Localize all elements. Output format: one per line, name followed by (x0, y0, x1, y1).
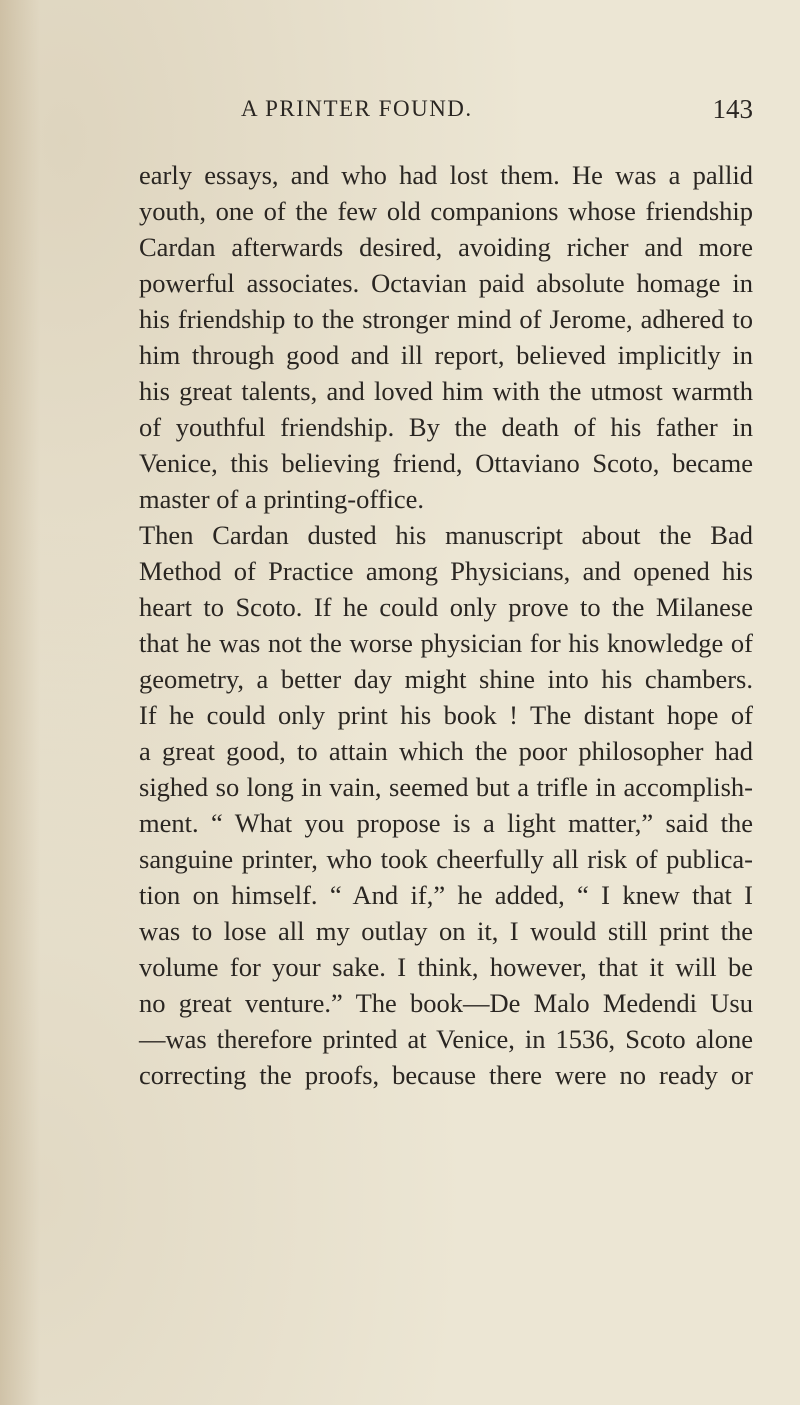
text-line: that he was not the worse physician for his knowledge of (139, 628, 753, 658)
text-line: Venice, this believing friend, Ottaviano Scoto, became (139, 448, 753, 478)
text-line: correcting the proofs, because there were no ready or (139, 1060, 753, 1090)
text-line: was to lose all my outlay on it, I would still print the (139, 916, 753, 946)
running-title: A PRINTER FOUND. (241, 96, 473, 121)
text-line: Method of Practice among Physicians, and opened his (139, 556, 753, 586)
text-line: youth, one of the few old companions whose friendship (139, 196, 753, 226)
running-head (241, 92, 753, 132)
text-line: ment. “ What you propose is a light matter,” said the (139, 808, 753, 838)
text-line: of youthful friendship. By the death of his father in (139, 412, 753, 442)
text-line: his friendship to the stronger mind of Jerome, adhered to (139, 304, 753, 334)
text-line: him through good and ill report, believed implicitly in (139, 340, 753, 370)
text-line: If he could only print his book ! The distant hope of (139, 700, 753, 730)
text-line: his great talents, and loved him with the utmost warmth (139, 376, 753, 406)
text-line: heart to Scoto. If he could only prove to the Milanese (139, 592, 753, 622)
text-line: sighed so long in vain, seemed but a trifle in accomplish- (139, 772, 753, 802)
text-line: no great venture.” The book—De Malo Medendi Usu (139, 988, 753, 1018)
text-line: geometry, a better day might shine into his chambers. (139, 664, 753, 694)
text-line: early essays, and who had lost them. He was a pallid (139, 160, 753, 190)
text-line: Cardan afterwards desired, avoiding richer and more (139, 232, 753, 262)
text-line: sanguine printer, who took cheerfully all risk of publica- (139, 844, 753, 874)
text-line: volume for your sake. I think, however, that it will be (139, 952, 753, 982)
text-line: powerful associates. Octavian paid absolute homage in (139, 268, 753, 298)
body-text (139, 157, 753, 1093)
paragraph-end-line: master of a printing-office. (139, 484, 425, 514)
paragraph-start-line: Then Cardan dusted his manuscript about the Bad (139, 520, 753, 550)
text-line: a great good, to attain which the poor philosopher had (139, 736, 753, 766)
text-line: tion on himself. “ And if,” he added, “ I knew that I (139, 880, 753, 910)
text-line: —was therefore printed at Venice, in 1536, Scoto alone (139, 1024, 753, 1054)
page-number: 143 (712, 94, 753, 124)
